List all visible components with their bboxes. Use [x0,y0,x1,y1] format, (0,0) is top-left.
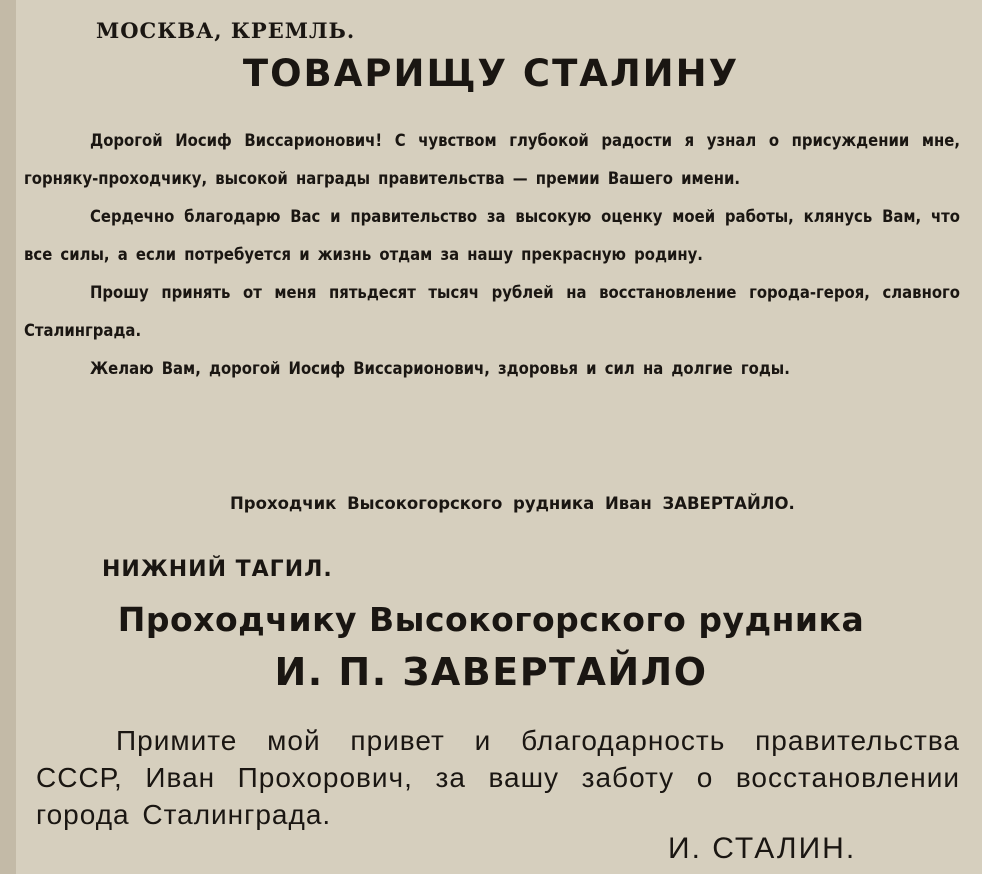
reply-headline-name: И. П. ЗАВЕРТАЙЛО [274,650,708,694]
letter-paragraph: Сердечно благодарю Вас и правительство за высокую оценку моей работы, клянусь Вам, что все силы, а если потребуется и жизнь отдам за нашу прекрасную родину. [24,207,960,264]
letter-signature: Проходчик Высокогорского рудника Иван ЗАВЕРТАЙЛО. [230,494,795,513]
dateline-moscow: МОСКВА, КРЕМЛЬ. [96,18,356,43]
reply-body [36,722,960,833]
letter-paragraph: Дорогой Иосиф Виссарионович! С чувством глубокой радости я узнал о присуждении мне, горняку-проходчику, высокой награды правительства — премии Вашего имени. [24,131,960,188]
dateline-nizhny-tagil: НИЖНИЙ ТАГИЛ. [102,557,333,582]
letter-paragraph: Желаю Вам, дорогой Иосиф Виссарионович, здоровья и сил на долгие годы. [90,359,790,378]
reply-paragraph: Примите мой привет и благодарность правительства СССР, Иван Прохорович, за вашу заботу о восстановлении города Сталинграда. [36,725,960,830]
headline-to-stalin: ТОВАРИЩУ СТАЛИНУ [242,52,740,95]
letter-body [24,122,960,388]
letter-paragraph: Прошу принять от меня пятьдесят тысяч рублей на восстановление города-героя, славного Сталинграда. [24,283,960,340]
page-gutter [0,0,16,874]
reply-headline-addressee: Проходчику Высокогорского рудника [117,600,865,639]
reply-signature: И. СТАЛИН. [668,832,857,865]
